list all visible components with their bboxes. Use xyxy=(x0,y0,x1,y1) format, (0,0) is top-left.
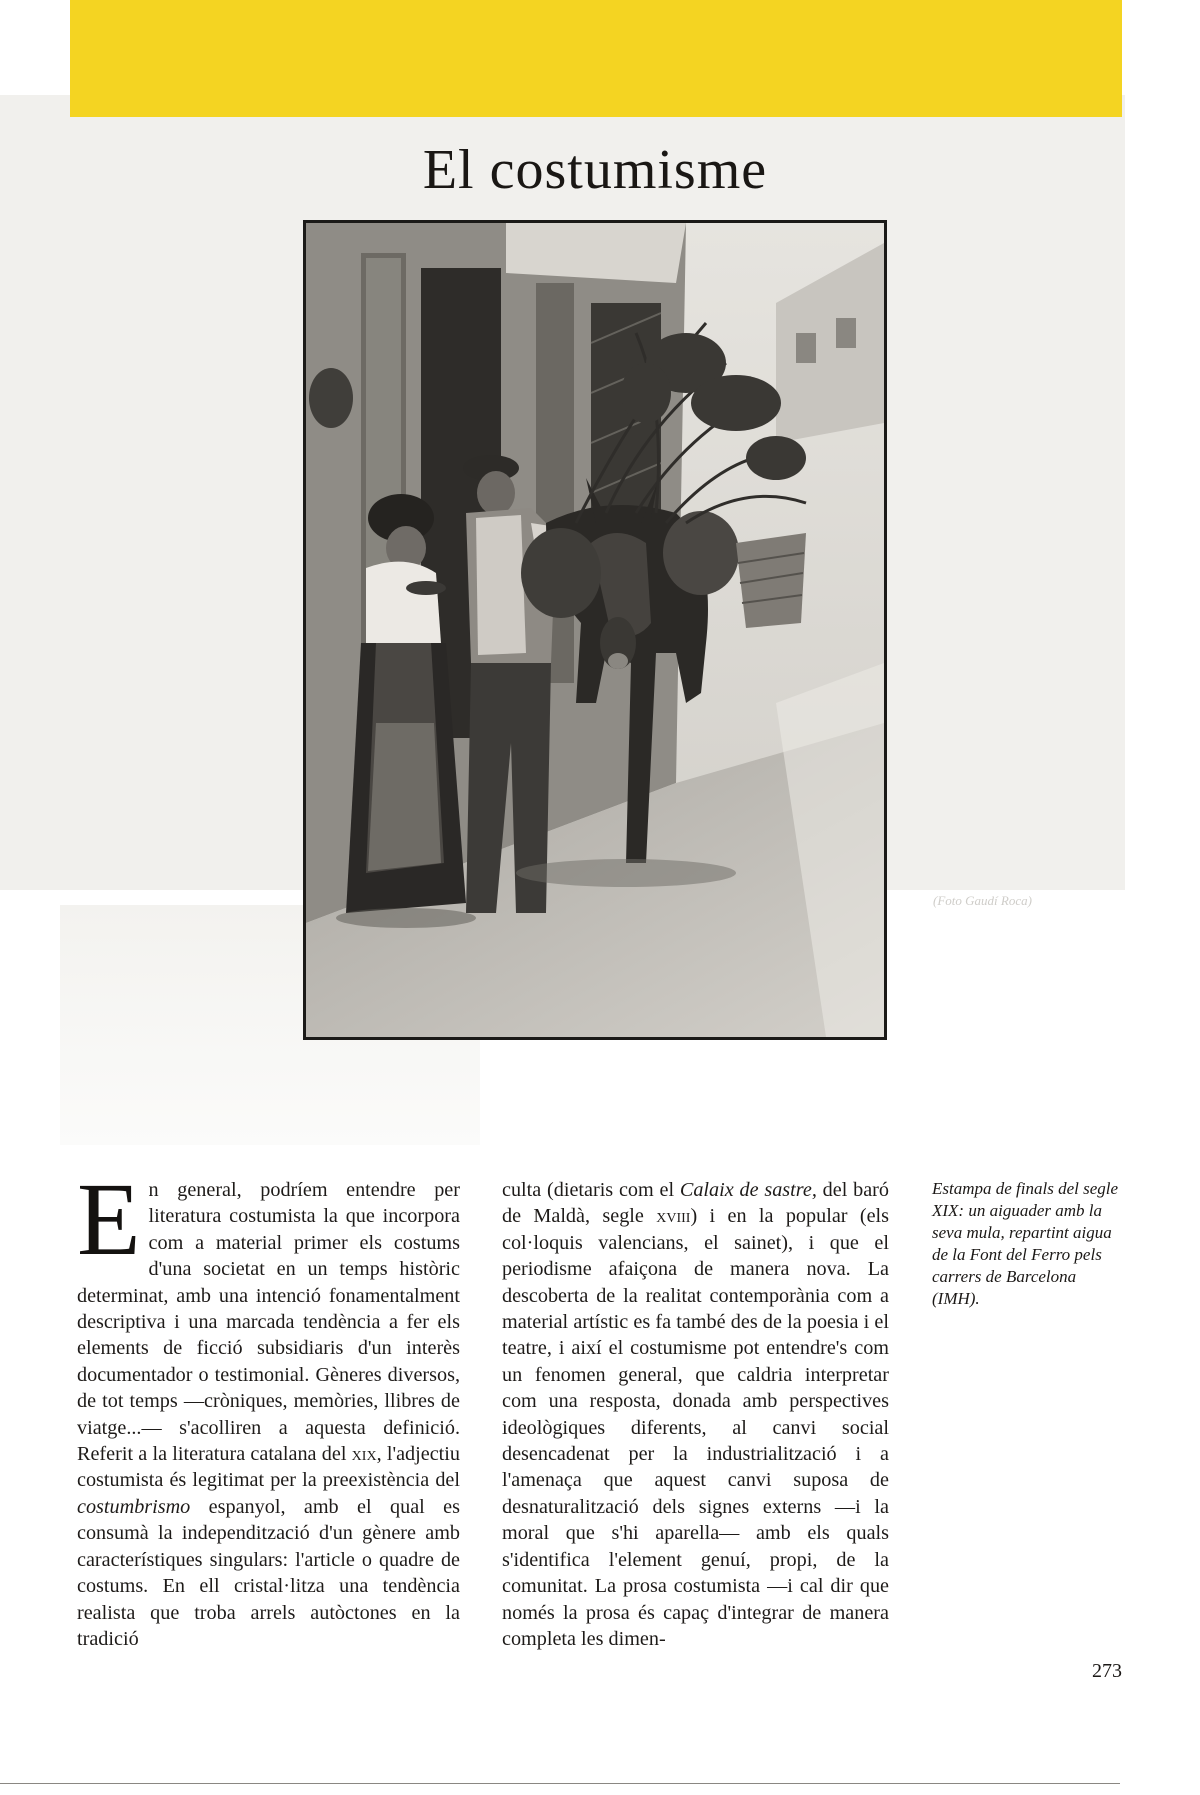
historical-photo xyxy=(303,220,887,1040)
page-title: El costumisme xyxy=(422,139,768,201)
street-scene-photo-icon xyxy=(306,223,884,1037)
photo-caption: Estampa de finals del segle XIX: un aiguader amb la seva mula, repartint aigua de la Font del Ferro pels carrers de Barcelona (IMH). xyxy=(932,1179,1119,1308)
body-column-2 xyxy=(502,1177,889,1652)
body-text: culta (dietaris com el xyxy=(502,1179,680,1201)
body-text: espanyol, amb el qual es consumà la independització d'un gènere amb característiques singulars: l'article o quadre de costums. En ell cristal·litza una tendència realista que troba arrels autòctones en la tradició xyxy=(77,1495,460,1650)
century-xix: xix xyxy=(351,1443,377,1466)
body-text: n general, podríem entendre per literatura costumista la que incorpora com a material primer els costums d'una societat en un temps històric determinat, amb una intenció fonamentalment descriptiva i una marcada tendència a fer els elements de ficció subsidiaris d'un interès documentador o testimonial. Gèneres diversos, de tot temps —cròniques, memòries, llibres de viatge...— s'acolliren a aquesta definició. Referit a la literatura catalana del xyxy=(77,1179,460,1466)
drop-cap: E xyxy=(77,1162,141,1277)
century-xviii: xviii xyxy=(656,1205,691,1228)
term-costumbrismo: costumbrismo xyxy=(77,1495,191,1518)
body-paragraph xyxy=(77,1162,460,1652)
body-text: del baró de Maldà, segle xyxy=(502,1179,889,1228)
footer-rule xyxy=(0,1783,1120,1784)
yellow-header-band xyxy=(70,0,1122,117)
body-text: ) i en la popular (els col·loquis valencians, el sainet), i que el periodisme afaiçona de manera nova. La descoberta de la realitat contemporània com a material artístic es fa també des de la poesia i el teatre, i així el costumisme pot entendre's com un fenomen general, que caldria interpretar com una resposta, donada amb perspectives ideològiques diferents, al canvi social desencadenat per la industrialització i a l'amenaça que aquest canvi suposa de desnaturalització dels signes externs —i la moral que s'hi aparella— amb els quals s'identifica l'element genuí, propi, de la comunitat. La prosa costumista —i cal dir que només la prosa és capaç d'integrar de manera completa les dimen- xyxy=(502,1205,889,1650)
photo-credit: (Foto Gaudí Roca) xyxy=(933,893,1032,908)
body-text: , l'adjectiu costumista és legitimat per la preexistència del xyxy=(77,1443,460,1492)
page-number: 273 xyxy=(1092,1660,1122,1682)
body-column-1 xyxy=(77,1162,460,1652)
body-paragraph xyxy=(502,1177,889,1652)
book-title: Calaix de sastre, xyxy=(679,1179,817,1201)
